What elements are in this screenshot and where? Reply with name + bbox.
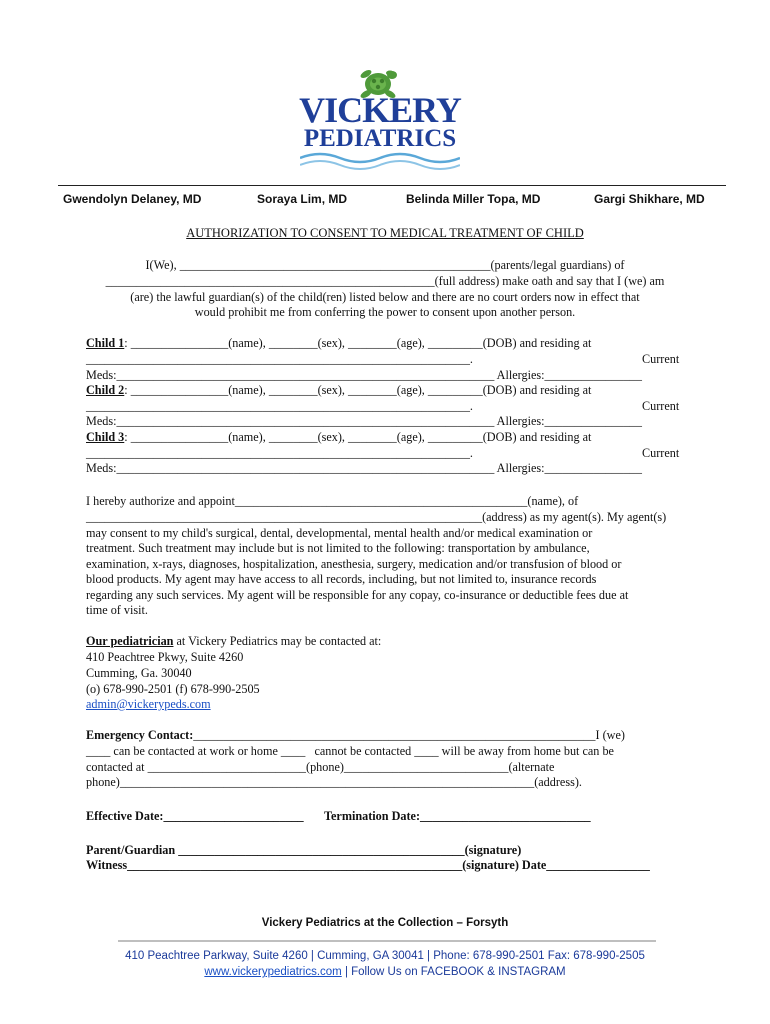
parent-signature-line: Parent/Guardian _______________________________________________(signature): [86, 843, 522, 857]
child3-line1: [86, 430, 591, 445]
authorize-line: treatment. Such treatment may include but is not limited to the following: transportation by ambulance,: [86, 541, 590, 555]
authorize-line: blood products. My agent may have access to all records, including, but not limited to, insurance records: [86, 572, 597, 586]
authorize-line: regarding any such services. My agent will be responsible for any copay, co-insurance or deductible fees due at: [86, 588, 629, 602]
vickery-pediatrics-logo: [290, 62, 470, 172]
pediatrician-address1: 410 Peachtree Pkwy, Suite 4260: [86, 650, 244, 664]
website-link[interactable]: www.vickerypediatrics.com: [204, 966, 342, 978]
child2-label: Child 2: [86, 383, 125, 397]
pediatrician-email-link[interactable]: admin@vickerypeds.com: [86, 697, 211, 711]
pediatrician-phones: (o) 678-990-2501 (f) 678-990-2505: [86, 682, 260, 696]
emergency-line3: contacted at __________________________(phone)___________________________(alternate: [86, 760, 555, 774]
footer-divider: [118, 940, 656, 942]
form-title: AUTHORIZATION TO CONSENT TO MEDICAL TREATMENT OF CHILD: [186, 226, 584, 240]
footer-title: Vickery Pediatrics at the Collection – Forsyth: [261, 917, 509, 929]
intro-line: ______________________________________________________(full address) make oath and say that I (we) am: [105, 274, 665, 288]
child3-line2: _______________________________________________________________.: [86, 446, 473, 460]
emergency-tail: I (we): [595, 728, 625, 742]
witness-signature-line: Witness_______________________________________________________(signature) Date_________________: [86, 858, 650, 872]
emergency-line4: phone)____________________________________________________________________(address).: [86, 775, 582, 789]
child2-line1: [86, 383, 591, 398]
emergency-line2: ____ can be contacted at work or home ____ cannot be contacted ____ will be away from home but can be: [86, 744, 614, 758]
footer-address: 410 Peachtree Parkway, Suite 4260 | Cumming, GA 30041 | Phone: 678-990-2501 Fax: 678-990-2505: [125, 950, 645, 962]
child3-label: Child 3: [86, 430, 125, 444]
child1-fields: : ________________(name), ________(sex), ________(age), _________(DOB) and residing at: [124, 336, 592, 350]
doctor-name: Soraya Lim, MD: [257, 192, 348, 206]
waves-icon: [300, 150, 460, 172]
doctor-name: Gwendolyn Delaney, MD: [63, 192, 202, 206]
child2-fields: : ________________(name), ________(sex), ________(age), _________(DOB) and residing at: [124, 383, 592, 397]
logo-text-vickery: VICKERY: [299, 90, 461, 130]
child2-meds: Meds:______________________________________________________________ Allergies:________________: [86, 414, 642, 428]
logo-text-pediatrics: PEDIATRICS: [303, 125, 457, 152]
child1-current: Current: [642, 352, 680, 366]
child3-fields: : ________________(name), ________(sex), ________(age), _________(DOB) and residing at: [124, 430, 592, 444]
doctor-name: Belinda Miller Topa, MD: [406, 192, 541, 206]
effective-date: Effective Date:_______________________: [86, 809, 304, 823]
emergency-blank: __________________________________________________________________: [193, 728, 596, 742]
pediatrician-text: at Vickery Pediatrics may be contacted at:: [173, 634, 382, 648]
child1-line1: [86, 336, 591, 351]
emergency-line1: [86, 728, 625, 743]
child1-meds: Meds:______________________________________________________________ Allergies:________________: [86, 368, 642, 382]
intro-line: would prohibit me from conferring the power to consent upon another person.: [194, 305, 576, 319]
child1-label: Child 1: [86, 336, 125, 350]
child1-line2: _______________________________________________________________.: [86, 352, 473, 366]
authorize-line: I hereby authorize and appoint________________________________________________(name), of: [86, 494, 579, 508]
doctor-name: Gargi Shikhare, MD: [594, 192, 705, 206]
pediatrician-label: Our pediatrician: [86, 634, 174, 648]
pediatrician-address2: Cumming, Ga. 30040: [86, 666, 192, 680]
authorize-line: time of visit.: [86, 603, 148, 617]
emergency-label: Emergency Contact:: [86, 728, 194, 742]
footer-links: [0, 966, 770, 978]
pediatrician-heading: [86, 634, 381, 649]
child2-line2: _______________________________________________________________.: [86, 399, 473, 413]
doctor-list: [58, 185, 726, 206]
child3-meds: Meds:______________________________________________________________ Allergies:________________: [86, 461, 642, 475]
authorize-line: may consent to my child's surgical, dental, developmental, mental health and/or medical examination or: [86, 526, 593, 540]
authorize-line: _________________________________________________________________(address) as my agent(s). My agent(s): [86, 510, 667, 524]
authorize-line: examination, x-rays, diagnoses, hospitalization, anesthesia, surgery, medication and/or transfusion of blood or: [86, 557, 622, 571]
follow-text: | Follow Us on FACEBOOK & INSTAGRAM: [341, 966, 566, 978]
child2-current: Current: [642, 399, 680, 413]
intro-line: I(We), ___________________________________________________(parents/legal guardians) of: [145, 258, 625, 272]
termination-date: Termination Date:____________________________: [324, 809, 591, 823]
intro-line: (are) the lawful guardian(s) of the child(ren) listed below and there are no court orders now in effect that: [130, 290, 640, 304]
child3-current: Current: [642, 446, 680, 460]
